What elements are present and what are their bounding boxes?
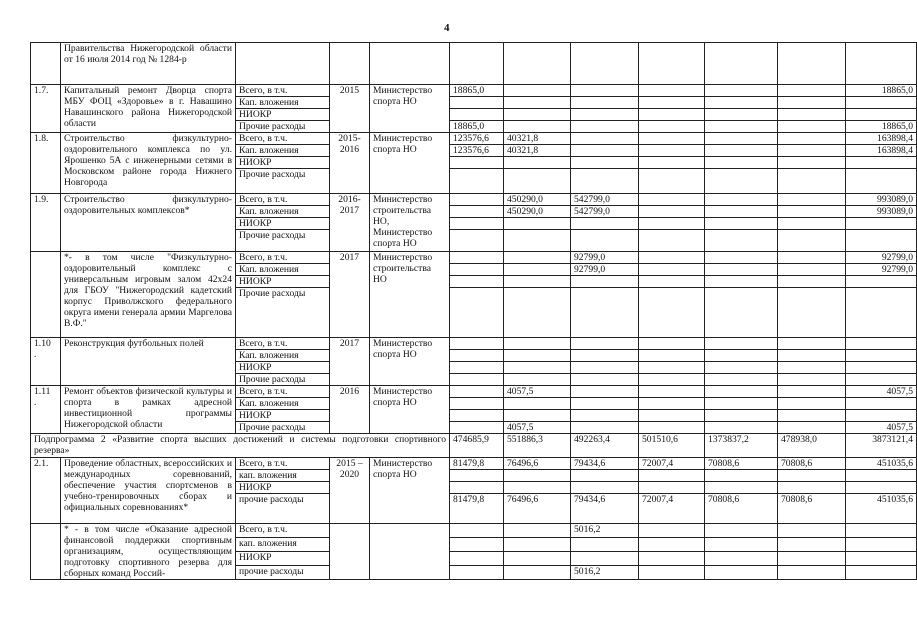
executor: Министерство спорта НО — [370, 386, 450, 434]
years: 2017 — [330, 252, 370, 338]
value-2015: 18865,0 — [450, 85, 504, 97]
cost-type: Всего, в т.ч. — [236, 194, 330, 206]
row-number: 1.7. — [31, 85, 61, 133]
cost-type: Всего, в т.ч. — [236, 386, 330, 398]
years: 2017 — [330, 338, 370, 386]
value-2016: 76496,6 — [504, 494, 571, 524]
table-row — [31, 458, 917, 470]
executor: Министерство спорта НО — [370, 458, 450, 524]
value-total: 3873121,4 — [846, 434, 917, 458]
measure-name: Реконструкция футбольных полей — [61, 338, 236, 386]
cost-type: Всего, в т.ч. — [236, 85, 330, 97]
cost-type: Всего, в т.ч. — [236, 458, 330, 470]
measure-name: Ремонт объектов физической культуры и спорта в рамках адресной инвестиционной программы Нижегородской области — [61, 386, 236, 434]
value-total: 4057,5 — [846, 422, 917, 434]
row-number: 1.8. — [31, 133, 61, 194]
value-2017: 542799,0 — [571, 206, 639, 218]
value-total: 451035,6 — [846, 494, 917, 524]
table-row — [31, 338, 917, 350]
cost-type: Всего, в т.ч. — [236, 252, 330, 264]
measure-name: Капитальный ремонт Дворца спорта МБУ ФОЦ «Здоровье» в г. Навашино Навашинского района Нижегородской области — [61, 85, 236, 133]
value-2017: 5016,2 — [571, 524, 639, 538]
value-2015: 18865,0 — [450, 121, 504, 133]
cost-type: НИОКР — [236, 157, 330, 169]
value-2017: 492263,4 — [571, 434, 639, 458]
value-2016: 4057,5 — [504, 422, 571, 434]
cost-type: прочие расходы — [236, 566, 330, 580]
value-2018: 501510,6 — [639, 434, 705, 458]
value-total: 18865,0 — [846, 121, 917, 133]
measure-name: Проведение областных, всероссийских и международных соревнований, обеспечение участия спортсменов в учебно-тренировочных сборах и официальных соревнованиях* — [61, 458, 236, 524]
cost-type: Кап. вложения — [236, 264, 330, 276]
executor: Министерство спорта НО — [370, 133, 450, 194]
value-total: 163898,4 — [846, 133, 917, 145]
value-2017: 92799,0 — [571, 264, 639, 276]
value-2016: 4057,5 — [504, 386, 571, 398]
cost-type: Прочие расходы — [236, 121, 330, 133]
value-total: 993089,0 — [846, 206, 917, 218]
measure-name: Правительства Нижегородской области от 16 июля 2014 год № 1284-р — [61, 43, 236, 85]
cost-type: Кап. вложения — [236, 145, 330, 157]
value-2016: 551886,3 — [504, 434, 571, 458]
cost-type: Всего, в т.ч. — [236, 133, 330, 145]
executor: Министерство строительства НО, Министерство спорта НО — [370, 194, 450, 252]
cost-type: кап. вложения — [236, 538, 330, 552]
executor: Министерство строительства НО — [370, 252, 450, 338]
value-2015: 81479,8 — [450, 494, 504, 524]
row-number: 1.9. — [31, 194, 61, 252]
value-2020: 70808,6 — [778, 458, 846, 470]
page-number: 4 — [444, 22, 450, 34]
value-2016: 450290,0 — [504, 206, 571, 218]
value-2016: 40321,8 — [504, 133, 571, 145]
table-row — [31, 524, 917, 538]
cost-type: Прочие расходы — [236, 169, 330, 194]
cost-type: НИОКР — [236, 109, 330, 121]
value-2015: 81479,8 — [450, 458, 504, 470]
value-2017: 79434,6 — [571, 458, 639, 470]
value-total: 4057,5 — [846, 386, 917, 398]
table-row — [31, 386, 917, 398]
years: 2015 — [330, 85, 370, 133]
value-2019: 70808,6 — [705, 494, 778, 524]
cost-type: Прочие расходы — [236, 288, 330, 338]
value-total: 451035,6 — [846, 458, 917, 470]
subprogram-title: Подпрограмма 2 «Развитие спорта высших достижений и системы подготовки спортивного резерва» — [31, 434, 450, 458]
years: 2015-2016 — [330, 133, 370, 194]
measure-name: * - в том числе «Оказание адресной финансовой поддержки спортивным организациям, осуществляющим подготовку спортивного резерва для сборных команд Россий- — [61, 524, 236, 580]
cost-type: НИОКР — [236, 552, 330, 566]
executor: Министерство спорта НО — [370, 338, 450, 386]
years: 2015 – 2020 — [330, 458, 370, 524]
value-2016: 450290,0 — [504, 194, 571, 206]
cost-type: кап. вложения — [236, 470, 330, 482]
cost-type: НИОКР — [236, 276, 330, 288]
table-row — [31, 252, 917, 264]
cost-type: Кап. вложения — [236, 350, 330, 362]
value-2018: 72007,4 — [639, 494, 705, 524]
executor: Министерство спорта НО — [370, 85, 450, 133]
measure-name: Строительство физкультурно-оздоровительных комплексов* — [61, 194, 236, 252]
cost-type: НИОКР — [236, 362, 330, 374]
years: 2016 — [330, 386, 370, 434]
value-total: 993089,0 — [846, 194, 917, 206]
value-2019: 1373837,2 — [705, 434, 778, 458]
cost-type: Прочие расходы — [236, 374, 330, 386]
value-2015: 474685,9 — [450, 434, 504, 458]
value-2020: 70808,6 — [778, 494, 846, 524]
measure-name: *- в том числе "Физкультурно-оздоровительный комплекс с универсальным игровым залом 42х24 для ГБОУ "Нижегородский кадетский корпус Приволжского федерального округа имени генерала армии Маргелова В.Ф." — [61, 252, 236, 338]
value-2017: 542799,0 — [571, 194, 639, 206]
cost-type: Кап. вложения — [236, 97, 330, 109]
value-2015: 123576,6 — [450, 145, 504, 157]
cost-type: Кап. вложения — [236, 206, 330, 218]
value-total: 18865,0 — [846, 85, 917, 97]
value-2020: 478938,0 — [778, 434, 846, 458]
cost-type: НИОКР — [236, 218, 330, 230]
value-2017: 92799,0 — [571, 252, 639, 264]
value-total: 92799,0 — [846, 264, 917, 276]
value-total: 163898,4 — [846, 145, 917, 157]
cost-type: Кап. вложения — [236, 398, 330, 410]
table-row — [31, 194, 917, 206]
cost-type: НИОКР — [236, 410, 330, 422]
value-2017: 5016,2 — [571, 566, 639, 580]
cost-type: Всего, в т.ч. — [236, 524, 330, 538]
program-table — [30, 42, 917, 580]
value-2016: 40321,8 — [504, 145, 571, 157]
measure-name: Строительство физкультурно-оздоровительного комплекса по ул. Ярошенко 5А с инженерными сетями в Московском районе города Нижнего Новгорода — [61, 133, 236, 194]
cost-type: прочие расходы — [236, 494, 330, 524]
value-2018: 72007,4 — [639, 458, 705, 470]
cost-type: Прочие расходы — [236, 230, 330, 252]
table-row — [31, 85, 917, 97]
cost-type: НИОКР — [236, 482, 330, 494]
row-number: 1.11 . — [31, 386, 61, 434]
value-total: 92799,0 — [846, 252, 917, 264]
table-row — [31, 434, 917, 458]
table-row — [31, 133, 917, 145]
value-2015: 123576,6 — [450, 133, 504, 145]
years: 2016-2017 — [330, 194, 370, 252]
cost-type: Прочие расходы — [236, 422, 330, 434]
value-2016: 76496,6 — [504, 458, 571, 470]
value-2017: 79434,6 — [571, 494, 639, 524]
cost-type: Всего, в т.ч. — [236, 338, 330, 350]
table-row — [31, 43, 917, 85]
row-number: 2.1. — [31, 458, 61, 524]
row-number: 1.10 . — [31, 338, 61, 386]
value-2019: 70808,6 — [705, 458, 778, 470]
